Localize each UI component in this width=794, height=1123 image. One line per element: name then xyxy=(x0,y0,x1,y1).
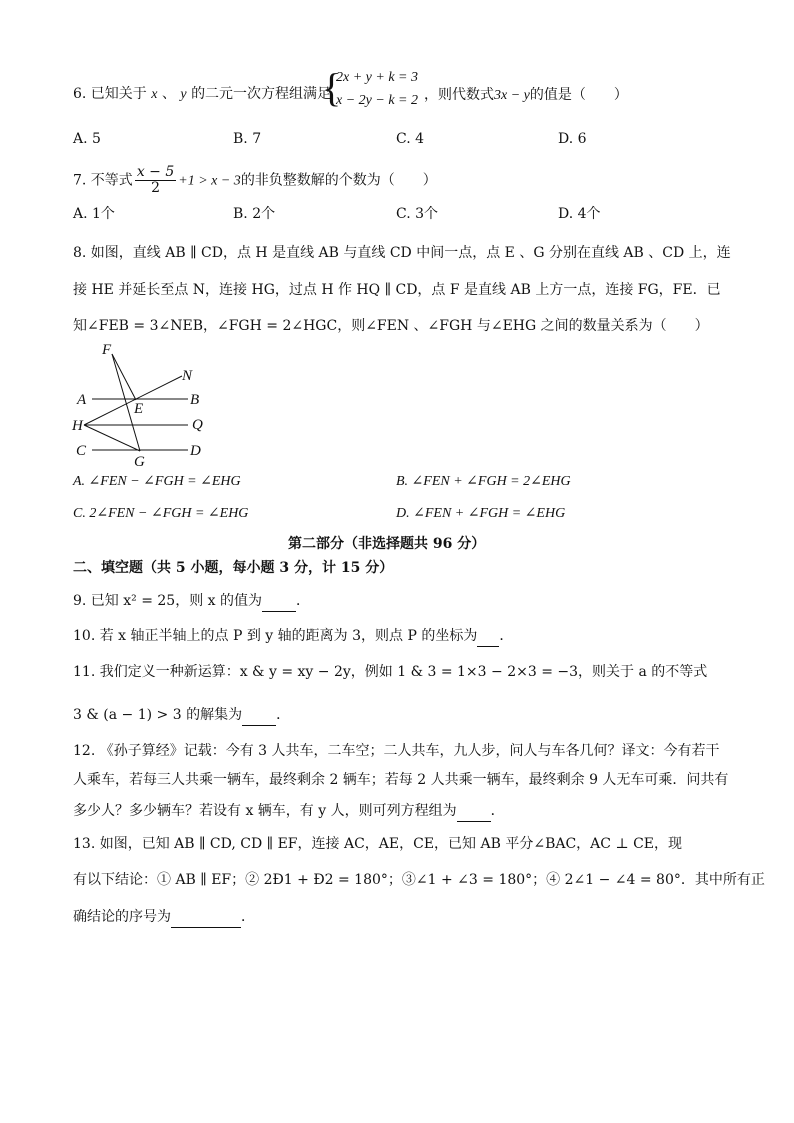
q8-line-1: 8. 如图，直线 AB ∥ CD，点 H 是直线 AB 与直线 CD 中间一点，点 E 、G 分别在直线 AB 、CD 上，连 xyxy=(73,245,731,261)
q8-option-d[interactable]: D. ∠FEN + ∠FGH = ∠EHG xyxy=(396,506,566,521)
q13-answer-blank[interactable] xyxy=(171,907,241,928)
q7-suffix: 的非负整数解的个数为（ ） xyxy=(240,172,437,189)
q8-line-2: 接 HE 并延长至点 N，连接 HG，过点 H 作 HQ ∥ CD，点 F 是直线 AB 上方一点，连接 FG，FE．已 xyxy=(73,282,721,298)
label-D: D xyxy=(190,443,201,459)
fraction-denominator: 2 xyxy=(151,180,160,196)
q8-figure xyxy=(70,338,220,468)
q6-suffix: ，则代数式 xyxy=(424,87,494,103)
q11-line-2 xyxy=(73,705,290,726)
equation-2: x − 2y − k = 2 xyxy=(336,93,418,108)
q13-end: ． xyxy=(241,909,255,925)
q7-fraction xyxy=(135,165,176,196)
q6-option-c[interactable]: C. 4 xyxy=(396,131,425,147)
section-fill-in-heading: 二、填空题（共 5 小题，每小题 3 分，计 15 分） xyxy=(73,560,394,576)
q8-option-b[interactable]: B. ∠FEN + ∠FGH = 2∠EHG xyxy=(396,474,571,489)
segment-HN xyxy=(84,376,182,425)
q6-option-a[interactable]: A. 5 xyxy=(73,131,101,147)
q6-mid: 的二元一次方程组满足 xyxy=(191,86,332,102)
q6-end: 的值是（ ） xyxy=(529,87,628,103)
label-B: B xyxy=(190,392,200,408)
label-A: A xyxy=(77,392,87,408)
q11-inequality: 3 & (a − 1) > 3 的解集为 xyxy=(73,707,243,723)
q7-option-d[interactable]: D. 4个 xyxy=(558,206,601,222)
q7-prefix: 7. 不等式 xyxy=(73,172,133,189)
q9-end: ． xyxy=(296,593,311,609)
q9-answer-blank[interactable] xyxy=(262,591,296,612)
q9-text: 9. 已知 x² = 25，则 x 的值为 xyxy=(73,593,263,609)
question-9 xyxy=(73,591,310,612)
q12-answer-blank[interactable] xyxy=(457,801,491,822)
q7-inequality-rest: +1 > x − 3 xyxy=(178,173,241,189)
q10-end: ． xyxy=(499,628,514,644)
label-E: E xyxy=(134,401,144,417)
q6-sep: 、 xyxy=(161,86,176,102)
question-10 xyxy=(73,626,513,647)
label-H: H xyxy=(72,418,83,434)
label-N: N xyxy=(182,368,193,384)
q6-prefix: 6. 已知关于 xyxy=(73,86,147,102)
q7-option-b[interactable]: B. 2个 xyxy=(233,206,276,222)
q12-text: 多少人？多少辆车？若设有 x 辆车，有 y 人，则可列方程组为 xyxy=(73,803,457,819)
q6-expression: 3x − y xyxy=(494,88,530,103)
q8-line-3: 知∠FEB = 3∠NEB，∠FGH = 2∠HGC，则∠FEN 、∠FGH 与∠EHG 之间的数量关系为（ ） xyxy=(73,318,709,334)
label-Q: Q xyxy=(192,417,203,433)
q8-option-a[interactable]: A. ∠FEN − ∠FGH = ∠EHG xyxy=(73,474,241,489)
q12-line-2: 人乘车，若每三人共乘一辆车，最终剩余 2 辆车；若每 2 人共乘一辆车，最终剩余 9 人无车可乘．问共有 xyxy=(73,772,729,788)
q8-option-c[interactable]: C. 2∠FEN − ∠FGH = ∠EHG xyxy=(73,506,249,521)
q11-answer-blank[interactable] xyxy=(242,705,276,726)
label-C: C xyxy=(76,443,87,459)
q12-line-1: 12. 《孙子算经》记载：今有 3 人共车，二车空；二人共车，九人步，问人与车各几何？译文：今有若干 xyxy=(73,743,720,759)
q6-option-b[interactable]: B. 7 xyxy=(233,131,262,147)
equation-1: 2x + y + k = 3 xyxy=(336,70,418,85)
part-2-heading: 第二部分（非选择题共 96 分） xyxy=(288,536,486,552)
system-brace: { xyxy=(322,65,342,110)
segment-HG xyxy=(84,425,140,451)
q12-end: ． xyxy=(490,803,505,819)
question-6-stem xyxy=(73,84,331,105)
var-y: y xyxy=(180,87,187,102)
q6-suffix-group xyxy=(424,84,628,104)
q12-line-3 xyxy=(73,801,505,822)
q13-line-1: 13. 如图，已知 AB ∥ CD, CD ∥ EF，连接 AC，AE，CE，已知 AB 平分∠BAC，AC ⊥ CE，现 xyxy=(73,836,682,852)
q11-end: ． xyxy=(276,707,291,723)
q11-line-1: 11. 我们定义一种新运算：x & y = xy − 2y，例如 1 & 3 = 1×3 − 2×3 = −3，则关于 a 的不等式 xyxy=(73,664,708,680)
q7-option-a[interactable]: A. 1个 xyxy=(73,206,115,222)
q7-option-c[interactable]: C. 3个 xyxy=(396,206,439,222)
question-7-stem xyxy=(73,165,437,197)
q13-line-3 xyxy=(73,907,255,928)
label-G: G xyxy=(134,454,145,468)
var-x: x xyxy=(151,87,158,102)
q13-text: 确结论的序号为 xyxy=(73,909,171,925)
fraction-numerator: x − 5 xyxy=(136,164,175,180)
q6-option-d[interactable]: D. 6 xyxy=(558,131,587,147)
segment-FE xyxy=(112,354,136,400)
q10-answer-blank[interactable] xyxy=(477,626,499,647)
q10-text: 10. 若 x 轴正半轴上的点 P 到 y 轴的距离为 3，则点 P 的坐标为 xyxy=(73,628,478,644)
q13-line-2: 有以下结论：① AB ∥ EF；② 2Ð1 + Ð2 = 180°；③∠1 + ∠3 = 180°；④ 2∠1 − ∠4 = 80°．其中所有正 xyxy=(73,872,765,888)
label-F: F xyxy=(102,342,112,358)
